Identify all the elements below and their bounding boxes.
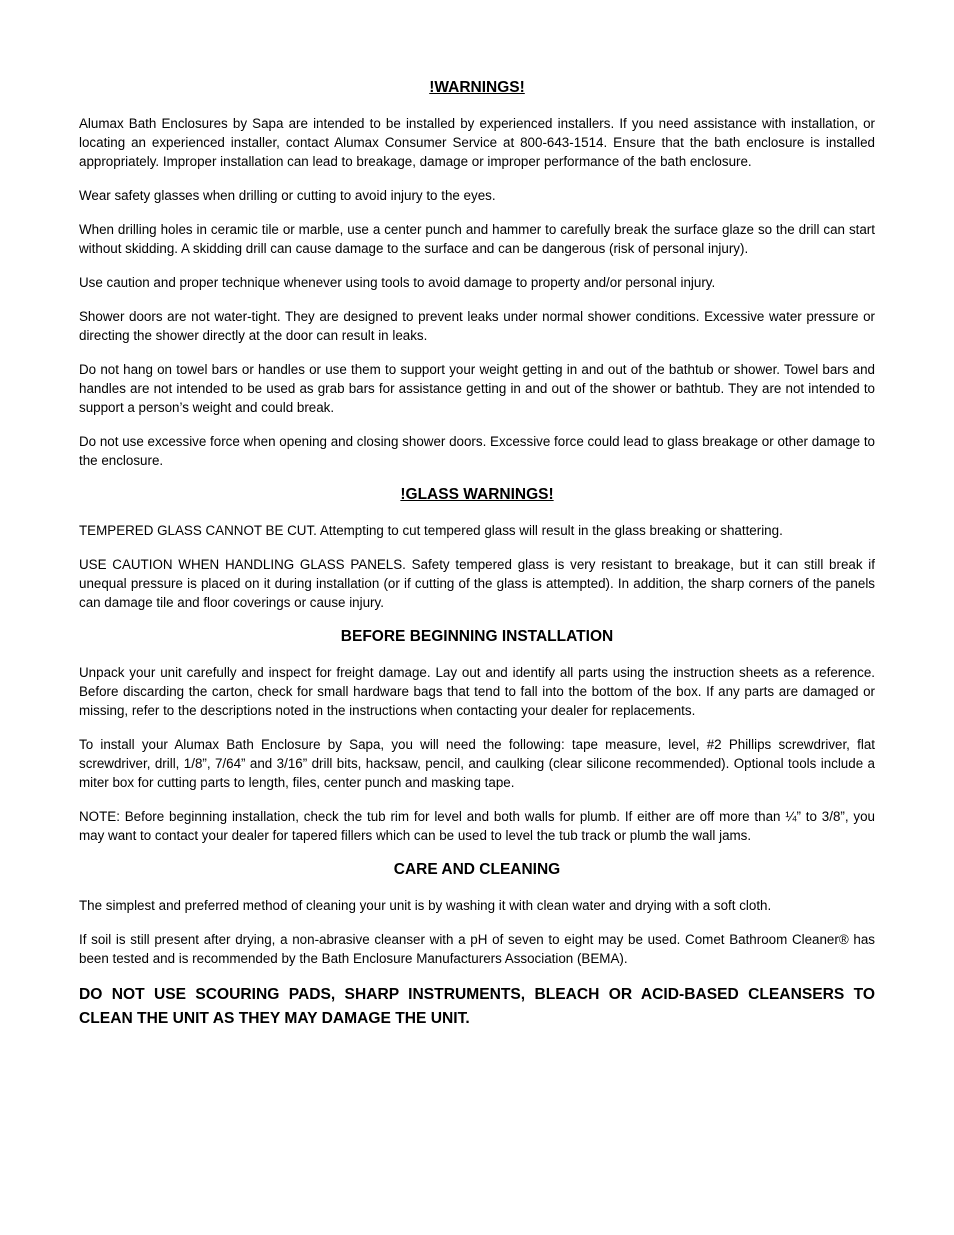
- warnings-paragraph-drilling: When drilling holes in ceramic tile or marble, use a center punch and hammer to carefully break the surface glaze so the drill can start without skidding. A skidding drill can cause damage to the surface and can be dangerous (risk of personal injury).: [79, 222, 875, 256]
- warnings-section: [79, 78, 875, 470]
- warnings-paragraph-excessive-force: Do not use excessive force when opening and closing shower doors. Excessive force could lead to glass breakage or other damage to the enclosure.: [79, 434, 875, 468]
- before-installation-section: [79, 627, 875, 845]
- warnings-heading: !WARNINGS!: [429, 79, 525, 96]
- before-installation-paragraph-unpack: Unpack your unit carefully and inspect for freight damage. Lay out and identify all parts using the instruction sheets as a reference. Before discarding the carton, check for small hardware bags that tend to fall into the bottom of the box. If any parts are damaged or missing, refer to the descriptions noted in the instructions when contacting your dealer for replacements.: [79, 665, 875, 718]
- warnings-paragraph-safety-glasses: Wear safety glasses when drilling or cutting to avoid injury to the eyes.: [79, 188, 496, 203]
- before-installation-paragraph-tools-needed: To install your Alumax Bath Enclosure by Sapa, you will need the following: tape measure, level, #2 Phillips screwdriver, flat screwdriver, drill, 1/8”, 7/64” and 3/16” drill bits, hacksaw, pencil, and caulking (clear silicone recommended). Optional tools include a miter box for cutting parts to length, files, center punch and masking tape.: [79, 737, 875, 790]
- glass-warnings-heading: !GLASS WARNINGS!: [400, 486, 554, 503]
- care-cleaning-paragraph-soil: If soil is still present after drying, a non-abrasive cleanser with a pH of seven to eight may be used. Comet Bathroom Cleaner® has been tested and is recommended by the Bath Enclosure Manufacturers Association (BEMA).: [79, 932, 875, 966]
- care-cleaning-section: [79, 860, 875, 1031]
- care-cleaning-heading: CARE AND CLEANING: [393, 861, 561, 878]
- document-page: [79, 78, 875, 1031]
- warnings-paragraph-tools: Use caution and proper technique whenever using tools to avoid damage to property and/or personal injury.: [79, 275, 716, 290]
- glass-warnings-section: [79, 485, 875, 612]
- care-cleaning-final-warning: DO NOT USE SCOURING PADS, SHARP INSTRUMENTS, BLEACH OR ACID-BASED CLEANSERS TO CLEAN THE UNIT AS THEY MAY DAMAGE THE UNIT.: [79, 986, 875, 1027]
- before-installation-paragraph-note: NOTE: Before beginning installation, check the tub rim for level and both walls for plumb. If either are off more than ¼” to 3/8”, you may want to contact your dealer for tapered fillers which can be used to level the tub track or plumb the wall jams.: [79, 809, 875, 843]
- warnings-paragraph-installers: Alumax Bath Enclosures by Sapa are intended to be installed by experienced installers. If you need assistance with installation, or locating an experienced installer, contact Alumax Consumer Service at 800-643-1514. Ensure that the bath enclosure is installed appropriately. Improper installation can lead to breakage, damage or improper performance of the bath enclosure.: [79, 116, 875, 169]
- warnings-paragraph-water-tight: Shower doors are not water-tight. They are designed to prevent leaks under normal shower conditions. Excessive water pressure or directing the shower directly at the door can result in leaks.: [79, 309, 875, 343]
- glass-warnings-paragraph-handling: USE CAUTION WHEN HANDLING GLASS PANELS. Safety tempered glass is very resistant to breakage, but it can still break if unequal pressure is placed on it during installation (or if cutting of the glass is attempted). In addition, the sharp corners of the panels can damage tile and floor coverings or cause injury.: [79, 557, 875, 610]
- before-installation-heading: BEFORE BEGINNING INSTALLATION: [340, 628, 614, 645]
- warnings-paragraph-towel-bars: Do not hang on towel bars or handles or use them to support your weight getting in and out of the bathtub or shower. Towel bars and handles are not intended to be used as grab bars for assistance getting in and out of the shower or bathtub. They are not intended to support a person’s weight and could break.: [79, 362, 875, 415]
- glass-warnings-paragraph-cannot-cut: TEMPERED GLASS CANNOT BE CUT. Attempting to cut tempered glass will result in the glass breaking or shattering.: [79, 523, 783, 538]
- care-cleaning-paragraph-simplest: The simplest and preferred method of cleaning your unit is by washing it with clean water and drying with a soft cloth.: [79, 898, 772, 913]
